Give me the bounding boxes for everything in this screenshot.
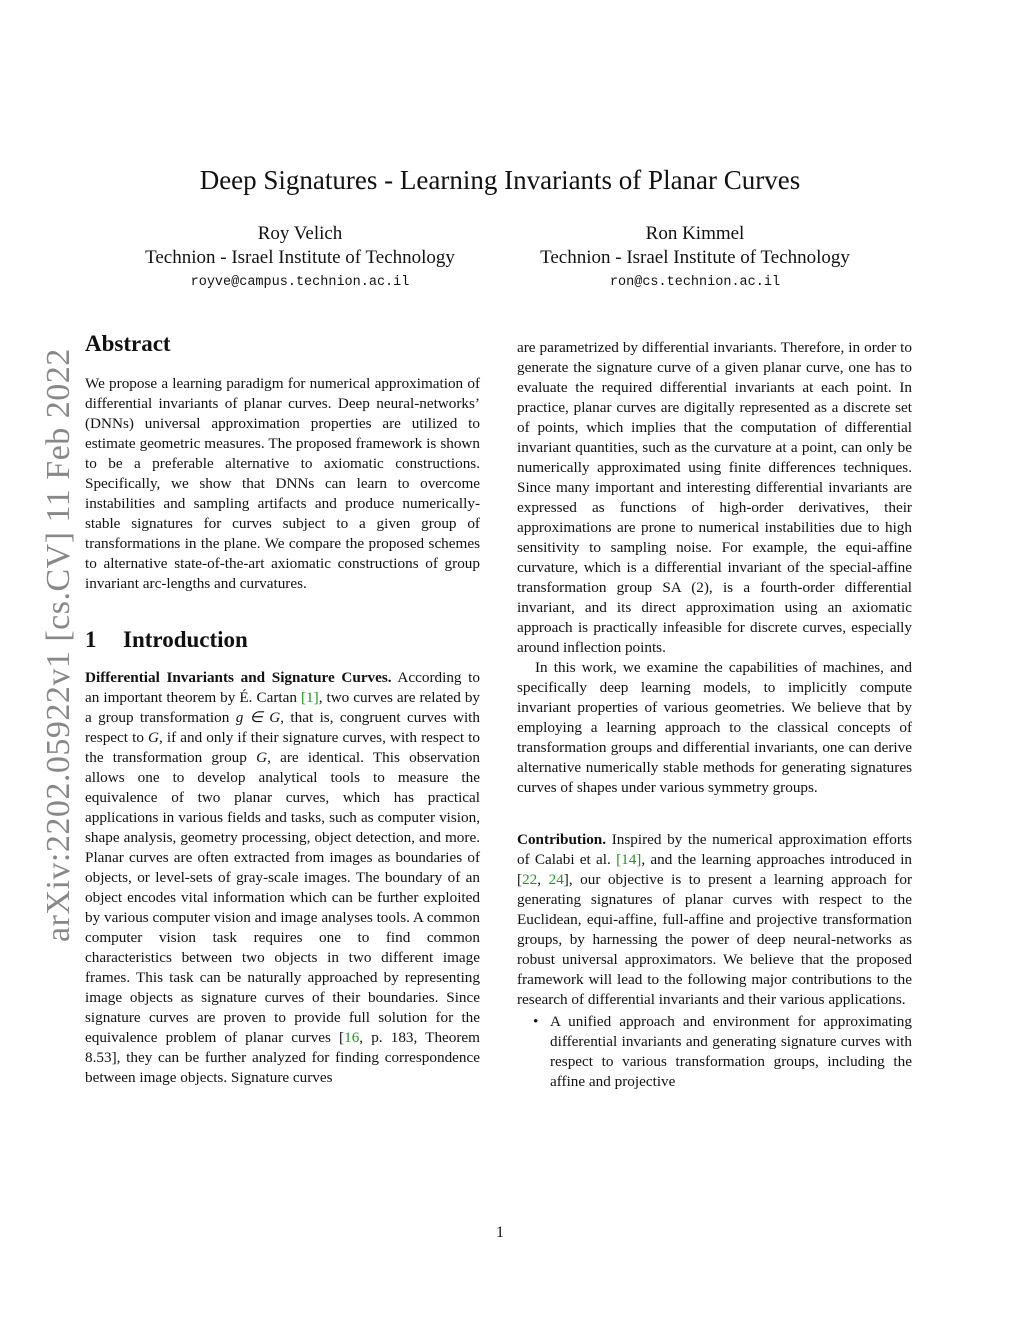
paper-title: Deep Signatures - Learning Invariants of Planar Curves — [199, 165, 801, 195]
author-name: Ron Kimmel — [645, 223, 745, 244]
author-email[interactable]: ron@cs.technion.ac.il — [609, 275, 781, 290]
author-name: Roy Velich — [257, 223, 343, 244]
contribution-paragraph — [517, 830, 912, 1010]
author-block — [505, 222, 885, 296]
author-block — [110, 222, 490, 296]
citation-link[interactable]: [14] — [616, 851, 642, 868]
text-run: , and the learning approaches introduced in [ — [517, 851, 913, 888]
author-affiliation: Technion - Israel Institute of Technology — [540, 247, 850, 268]
text-run: , p. 183, Theorem 8.53], they can be further analyzed for finding correspondence between image objects. Signature curves — [85, 1029, 480, 1086]
math-expression: G — [256, 749, 268, 766]
text-run: , if and only if their signature curves, with respect to the transformation group — [85, 729, 480, 766]
citation-link[interactable]: 24 — [548, 871, 564, 888]
text-run: According to an important theorem by É. Cartan — [85, 669, 480, 706]
math-expression: g ∈ G — [235, 709, 281, 726]
citation-link[interactable]: 16 — [344, 1029, 360, 1046]
left-column — [85, 330, 480, 1088]
paragraph-heading: Differential Invariants and Signature Curves. — [85, 669, 392, 686]
text-run: , — [537, 871, 549, 888]
section-number: 1 — [85, 627, 97, 652]
author-affiliation: Technion - Israel Institute of Technology — [145, 247, 455, 268]
text-run: Inspired by the numerical approximation efforts of Calabi et al. — [517, 831, 913, 868]
intro-paragraph — [85, 668, 480, 1088]
list-item-text: A unified approach and environment for approximating differential invariants and generating signature curves with respect to various transformation groups, including the affine and projective — [550, 1013, 912, 1090]
page-number: 1 — [496, 1224, 504, 1241]
text-run: , two curves are related by a group transformation — [85, 689, 480, 726]
author-email[interactable]: royve@campus.technion.ac.il — [190, 275, 410, 290]
abstract-heading: Abstract — [85, 331, 171, 356]
contribution-list — [517, 1012, 912, 1092]
arxiv-stamp: arXiv:2202.05922v1 [cs.CV] 11 Feb 2022 — [40, 348, 77, 942]
citation-link[interactable]: 22 — [522, 871, 538, 888]
bullet-icon: • — [533, 1013, 539, 1030]
text-run: , are identical. This observation allows one to develop analytical tools to measure the equivalence of two planar curves, which has practical applications in various fields and tasks, such as computer vision, shape analysis, geometry processing, object detection, and more. Planar curves are often extracted from images as boundaries of objects, or level-sets of gray-scale images. The boundary of an object encodes vital information which can be further exploited by various computer vision and image analyses tools. A common computer vision task requires one to find common characteristics between two objects in two different image frames. This task can be naturally approached by representing image objects as signature curves of their boundaries. Since signature curves are proven to provide full solution for the equivalence problem of planar curves [ — [85, 749, 480, 1046]
paragraph-heading: Contribution. — [517, 831, 607, 848]
intro-paragraph: are parametrized by differential invariants. Therefore, in order to generate the signature curve of a given planar curve, one has to evaluate the required differential invariants at each point. In practice, planar curves are digitally represented as a discrete set of points, which implies that the computation of differential invariant quantities, such as the curvature at a point, can only be numerically approximated using finite differences techniques. Since many important and interesting differential invariants are expressed as functions of high-order derivatives, their approximations are prone to numerical instabilities due to high sensitivity to sampling noise. For example, the equi-affine curvature, which is a differential invariant of the special-affine transformation group SA (2), is a fourth-order differential invariant, and its direct approximation using an axiomatic approach is practically infeasible for discrete curves, especially around inflection points. — [517, 339, 912, 656]
introduction-heading — [85, 626, 480, 654]
right-column — [517, 338, 912, 1092]
section-title: Introduction — [123, 627, 248, 652]
intro-paragraph: In this work, we examine the capabilities of machines, and specifically deep learning models, to implicitly compute invariant properties of various geometries. We believe that by employing a learning approach to the classical concepts of transformation groups and differential invariants, one can derive alternative numerically stable methods for generating signatures curves of shapes under various symmetry groups. — [517, 659, 912, 796]
abstract-text: We propose a learning paradigm for numerical approximation of differential invariants of planar curves. Deep neural-networks’ (DNNs) universal approximation properties are utilized to estimate geometric measures. The proposed framework is shown to be a preferable alternative to axiomatic constructions. Specifically, we show that DNNs can learn to overcome instabilities and sampling artifacts and produce numerically-stable signatures for curves subject to a given group of transformations in the plane. We compare the proposed schemes to alternative state-of-the-art axiomatic constructions of group invariant arc-lengths and curvatures. — [85, 375, 480, 592]
text-run: , that is, congruent curves with respect to — [85, 709, 480, 746]
list-item — [517, 1012, 912, 1092]
text-run: ], our objective is to present a learning approach for generating signatures of planar curves with respect to the Euclidean, equi-affine, full-affine and projective transformation groups, by harnessing the power of deep neural-networks as robust universal approximators. We believe that the proposed framework will lead to the following major contributions to the research of differential invariants and their various applications. — [517, 871, 913, 1008]
math-expression: G — [148, 729, 159, 746]
citation-link[interactable]: [1] — [300, 689, 319, 706]
